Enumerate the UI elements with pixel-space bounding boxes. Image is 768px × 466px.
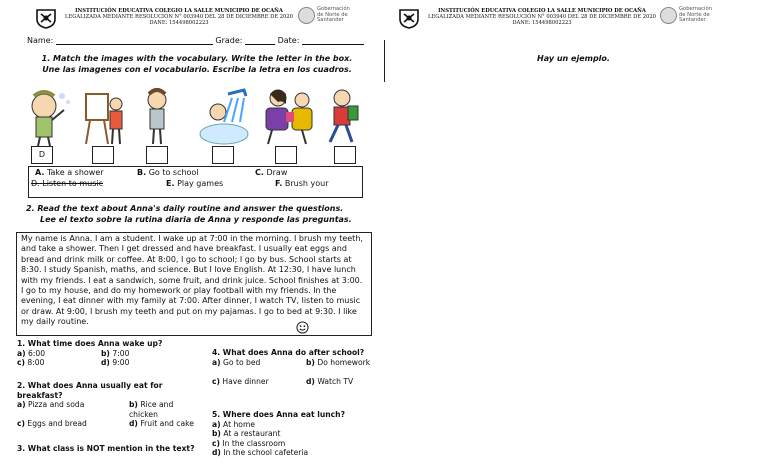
school-crest-icon	[35, 7, 57, 29]
name-field[interactable]	[56, 36, 213, 45]
school-resolution: LEGALIZADA MEDIANTE RESOLUCIÓN N° 003940 DEL 28 DE DICIEMBRE DE 2020	[65, 14, 293, 21]
school-header	[384, 4, 768, 30]
school-name: INSTITUCIÓN EDUCATIVA COLEGIO LA SALLE MUNICIPIO DE OCAÑA	[75, 8, 283, 14]
vocab-item: B. Go to school	[137, 168, 199, 177]
student-info-line	[27, 36, 364, 45]
question-4: 4. What does Anna do after school? a) Go to bed b) Do homework c) Have dinner d) Watch TV	[212, 348, 371, 386]
go-to-school-illustration	[318, 86, 364, 146]
answer-box-5[interactable]	[275, 146, 297, 164]
vocab-item-example: D. Listen to music	[31, 179, 103, 188]
answer-box-6[interactable]	[334, 146, 356, 164]
exercise-2-subtitle: Lee el texto sobre la rutina diaria de Anna y responde las preguntas.	[40, 215, 352, 224]
boy-illustration	[137, 86, 177, 146]
shower-illustration	[198, 86, 250, 146]
vocab-item: E. Play games	[166, 179, 224, 188]
brush-teeth-illustration	[14, 86, 74, 146]
exercise-2-instructions	[26, 203, 371, 225]
exercise-1-subtitle: Une las imagenes con el vocabulario. Escribe la letra en los cuadros.	[42, 65, 352, 74]
smiley-icon	[296, 321, 309, 334]
government-logo: Gobernación de Norte de Santander	[660, 7, 712, 24]
vocabulary-box	[28, 166, 363, 198]
answer-box-2[interactable]	[92, 146, 114, 164]
date-field[interactable]	[302, 36, 364, 45]
example-note: Hay un ejemplo.	[537, 54, 610, 63]
question-2: 2. What does Anna usually eat for breakfast? a) Pizza and soda b) Rice and chicken c) Eggs and bread d) Fruit and cake	[17, 381, 194, 428]
question-5: 5. Where does Anna eat lunch? a) At home b) At a restaurant c) In the classroom d) In the school cafeteria	[212, 410, 345, 458]
government-logo: Gobernación de Norte de Santander	[298, 7, 350, 24]
answer-box-1[interactable]: D	[31, 146, 53, 164]
question-1: 1. What time does Anna wake up? a) 6:00 b) 7:00 c) 8:00 d) 9:00	[17, 339, 163, 368]
vocab-item: A. Take a shower	[35, 168, 104, 177]
government-seal-icon	[660, 7, 677, 24]
exercise-1-instructions	[22, 53, 372, 75]
vocab-item: C. Draw	[255, 168, 288, 177]
name-label: Name:	[27, 36, 54, 45]
question-3: 3. What class is NOT mention in the text?	[17, 444, 195, 453]
exercise-1-title: 1. Match the images with the vocabulary. Write the letter in the box.	[41, 54, 353, 63]
answer-box-4[interactable]	[212, 146, 234, 164]
vocab-item: F. Brush your	[275, 179, 329, 188]
school-header	[0, 4, 384, 30]
school-dane: DANE: 154498002223	[149, 20, 209, 27]
school-name-block	[62, 8, 296, 27]
draw-illustration	[80, 86, 128, 146]
school-crest-icon	[398, 7, 420, 29]
school-name-block: INSTITUCIÓN EDUCATIVA COLEGIO LA SALLE MUNICIPIO DE OCAÑA LEGALIZADA MEDIANTE RESOLUCIÓN N° 003940 DEL 28 DE DICIEMBRE DE 2020 DANE: 154498002223	[428, 8, 656, 27]
worksheet-page-right	[384, 0, 768, 466]
reading-text: My name is Anna. I am a student. I wake up at 7:00 in the morning. I brush my teeth, and take a shower. Then I get dressed and have breakfast. I usually eat eggs and bread and drink milk or coffee. At 8:00, I go to school; I go by bus. School starts at 8:30. I study Spanish, maths, and science. But I love English. At 12:30, I have lunch with my friends. I eat a sandwich, some fruit, and drink juice. School finishes at 3:00. I go to my house, and do my homework or play football with my friends. In the evening, I eat dinner with my family at 7:00. After dinner, I watch TV, listen to music or draw. At 9:00, I brush my teeth and put on my pajamas. I go to bed at 9:30. I like my daily routine.	[16, 232, 372, 336]
grade-field[interactable]	[245, 36, 275, 45]
grade-label: Grade:	[215, 36, 243, 45]
answer-box-3[interactable]	[146, 146, 168, 164]
play-games-illustration	[256, 86, 318, 146]
exercise-2-title: 2. Read the text about Anna's daily routine and answer the questions.	[26, 204, 344, 213]
government-seal-icon	[298, 7, 315, 24]
date-label: Date:	[277, 36, 300, 45]
